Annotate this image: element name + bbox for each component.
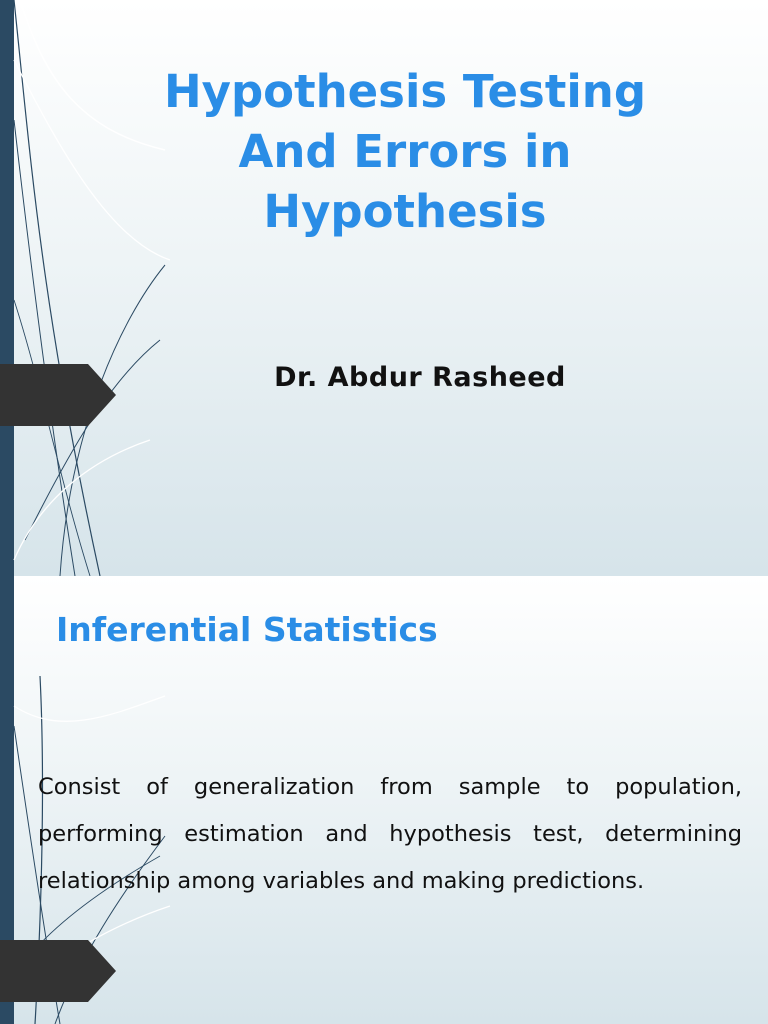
author-name: Dr. Abdur Rasheed	[274, 362, 566, 393]
title-line-2: And Errors in	[238, 125, 572, 178]
title-line-3: Hypothesis	[263, 185, 547, 238]
slide-title	[150, 62, 660, 242]
title-line-1: Hypothesis Testing	[163, 65, 647, 118]
slide-heading: Inferential Statistics	[56, 610, 438, 649]
arrow-tab-shape	[0, 364, 116, 426]
arrow-tab-shape	[0, 940, 116, 1002]
body-paragraph: Consist of generalization from sample to population, performing estimation and hypothesis test, determining relationship among variables and making predictions.	[38, 774, 742, 894]
content-slide	[0, 576, 768, 1024]
